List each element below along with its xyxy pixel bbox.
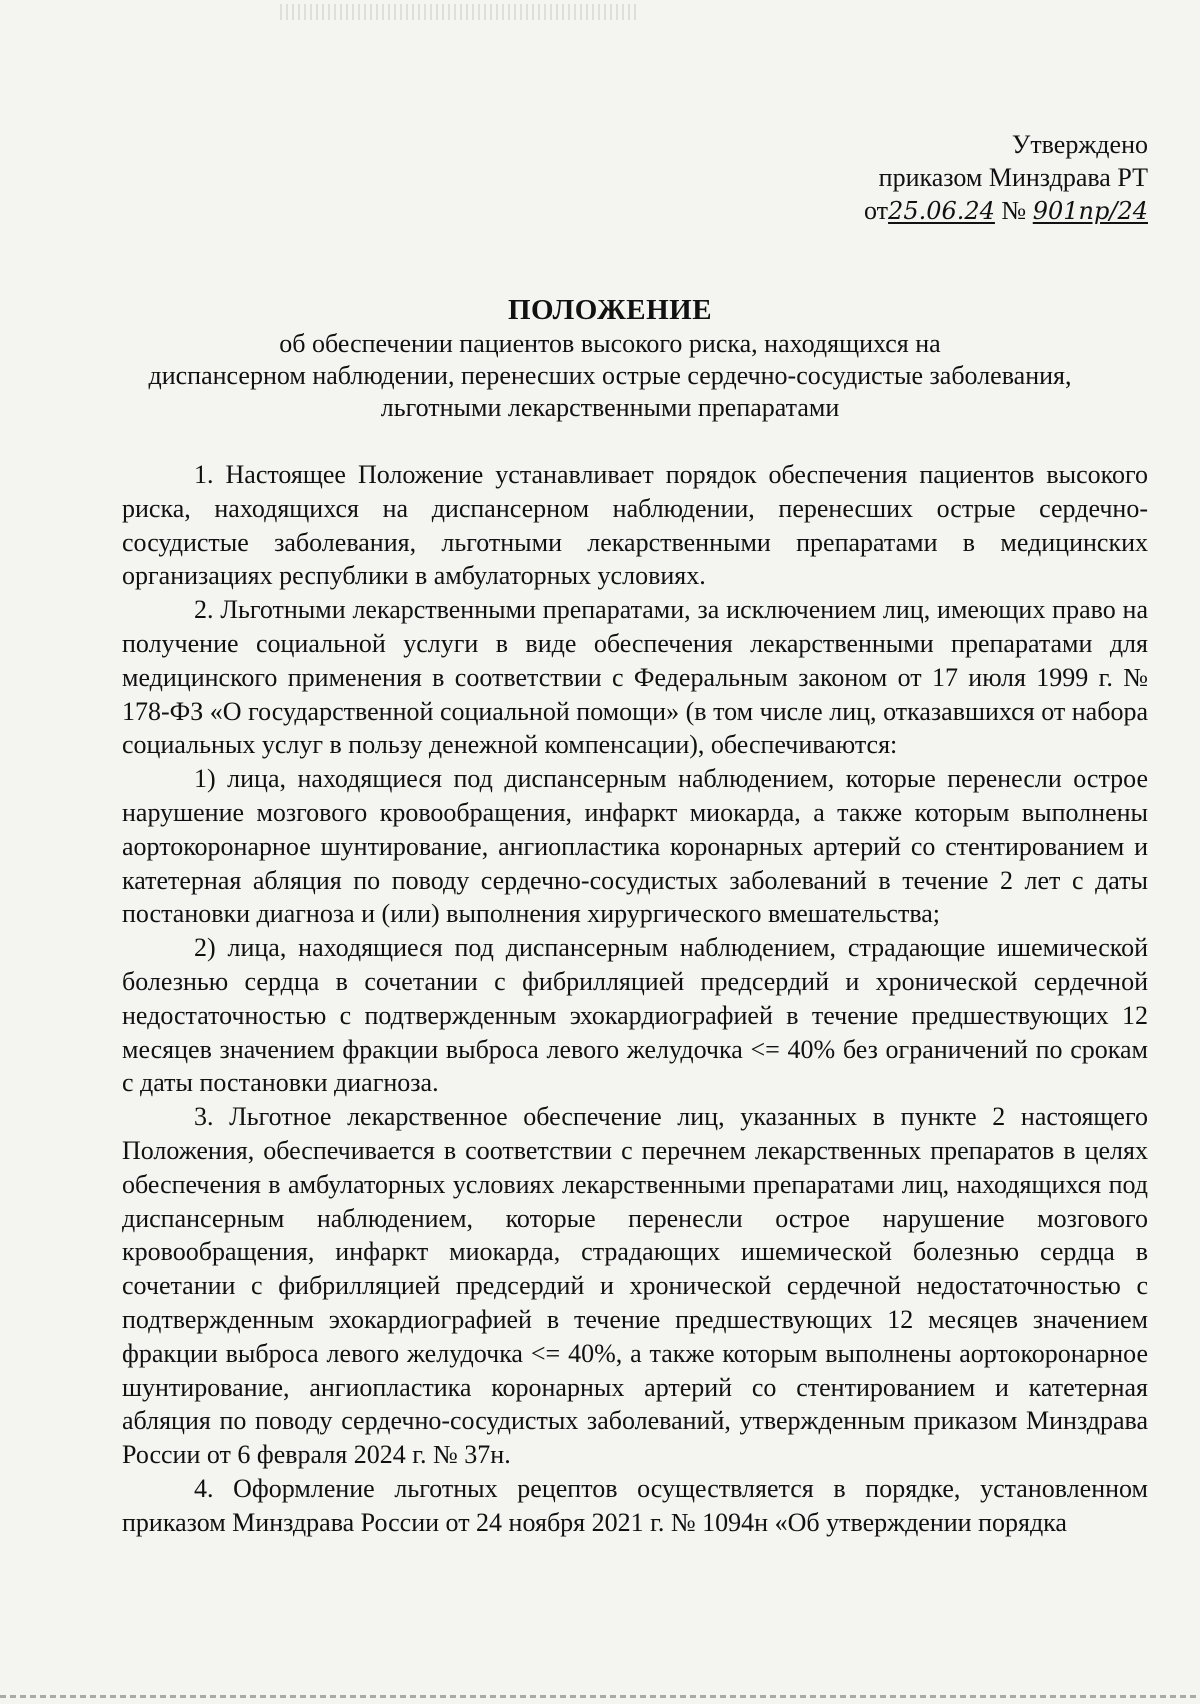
approval-line-1: Утверждено	[1011, 130, 1148, 159]
scan-artifact-top	[280, 4, 640, 20]
document-body	[122, 458, 1148, 1540]
paragraph-2-item-1: 1) лица, находящиеся под диспансерным наблюдением, которые перенесли острое нарушение мозгового кровообращения, инфаркт миокарда, а также которым выполнены аортокоронарное шунтирование, ангиопластика коронарных артерий со стентированием и катетерная абляция по поводу сердечно-сосудистых заболеваний в течение 2 лет с даты постановки диагноза и (или) выполнения хирургического вмешательства;	[122, 764, 1148, 929]
subtitle-line-3: льготными лекарственными препаратами	[380, 393, 840, 422]
approval-number: 901пр/24	[1032, 197, 1148, 225]
subtitle-line-1: об обеспечении пациентов высокого риска, находящихся на	[279, 329, 941, 358]
approval-number-sign: №	[1001, 196, 1027, 225]
approval-line-2: приказом Минздрава РТ	[878, 163, 1148, 192]
paragraph-2-item-2: 2) лица, находящиеся под диспансерным наблюдением, страдающие ишемической болезнью сердца в сочетании с фибрилляцией предсердий и хронической сердечной недостаточностью с подтвержденным эхокардиографией в течение предшествующих 12 месяцев значением фракции выброса левого желудочка <= 40% без ограничений по срокам с даты постановки диагноза.	[122, 933, 1148, 1098]
approval-date: 25.06.24	[888, 197, 995, 225]
paragraph-4: 4. Оформление льготных рецептов осуществляется в порядке, установленном приказом Минздрава России от 24 ноября 2021 г. № 1094н «Об утверждении порядка	[122, 1473, 1148, 1537]
approval-prefix: от	[864, 196, 889, 225]
subtitle-line-2: диспансерном наблюдении, перенесших острые сердечно-сосудистые заболевания,	[148, 361, 1072, 390]
title-block	[60, 292, 1160, 424]
paragraph-1: 1. Настоящее Положение устанавливает порядок обеспечения пациентов высокого риска, находящихся на диспансерном наблюдении, перенесших острые сердечно-сосудистые заболевания, льготными лекарственными препаратами в медицинских организациях республики в амбулаторных условиях.	[122, 460, 1148, 591]
scan-artifact-bottom	[0, 1695, 1200, 1698]
paragraph-2: 2. Льготными лекарственными препаратами, за исключением лиц, имеющих право на получение социальной услуги в виде обеспечения лекарственными препаратами для медицинского применения в соответствии с Федеральным законом от 17 июля 1999 г. № 178-ФЗ «О государственной социальной помощи» (в том числе лиц, отказавшихся от набора социальных услуг в пользу денежной компенсации), обеспечиваются:	[122, 595, 1148, 760]
approval-block	[728, 128, 1148, 228]
approval-line-3	[728, 194, 1148, 228]
paragraph-3: 3. Льготное лекарственное обеспечение лиц, указанных в пункте 2 настоящего Положения, обеспечивается в соответствии с перечнем лекарственных препаратов в целях обеспечения в амбулаторных условиях лекарственными препаратами лиц, находящихся под диспансерным наблюдением, которые перенесли острое нарушение мозгового кровообращения, инфаркт миокарда, страдающих ишемической болезнью сердца в сочетании с фибрилляцией предсердий и хронической сердечной недостаточностью с подтвержденным эхокардиографией в течение предшествующих 12 месяцев значением фракции выброса левого желудочка <= 40%, а также которым выполнены аортокоронарное шунтирование, ангиопластика коронарных артерий со стентированием и катетерная абляция по поводу сердечно-сосудистых заболеваний, утвержденным приказом Минздрава России от 6 февраля 2024 г. № 37н.	[122, 1102, 1148, 1470]
document-title: ПОЛОЖЕНИЕ	[507, 294, 713, 326]
